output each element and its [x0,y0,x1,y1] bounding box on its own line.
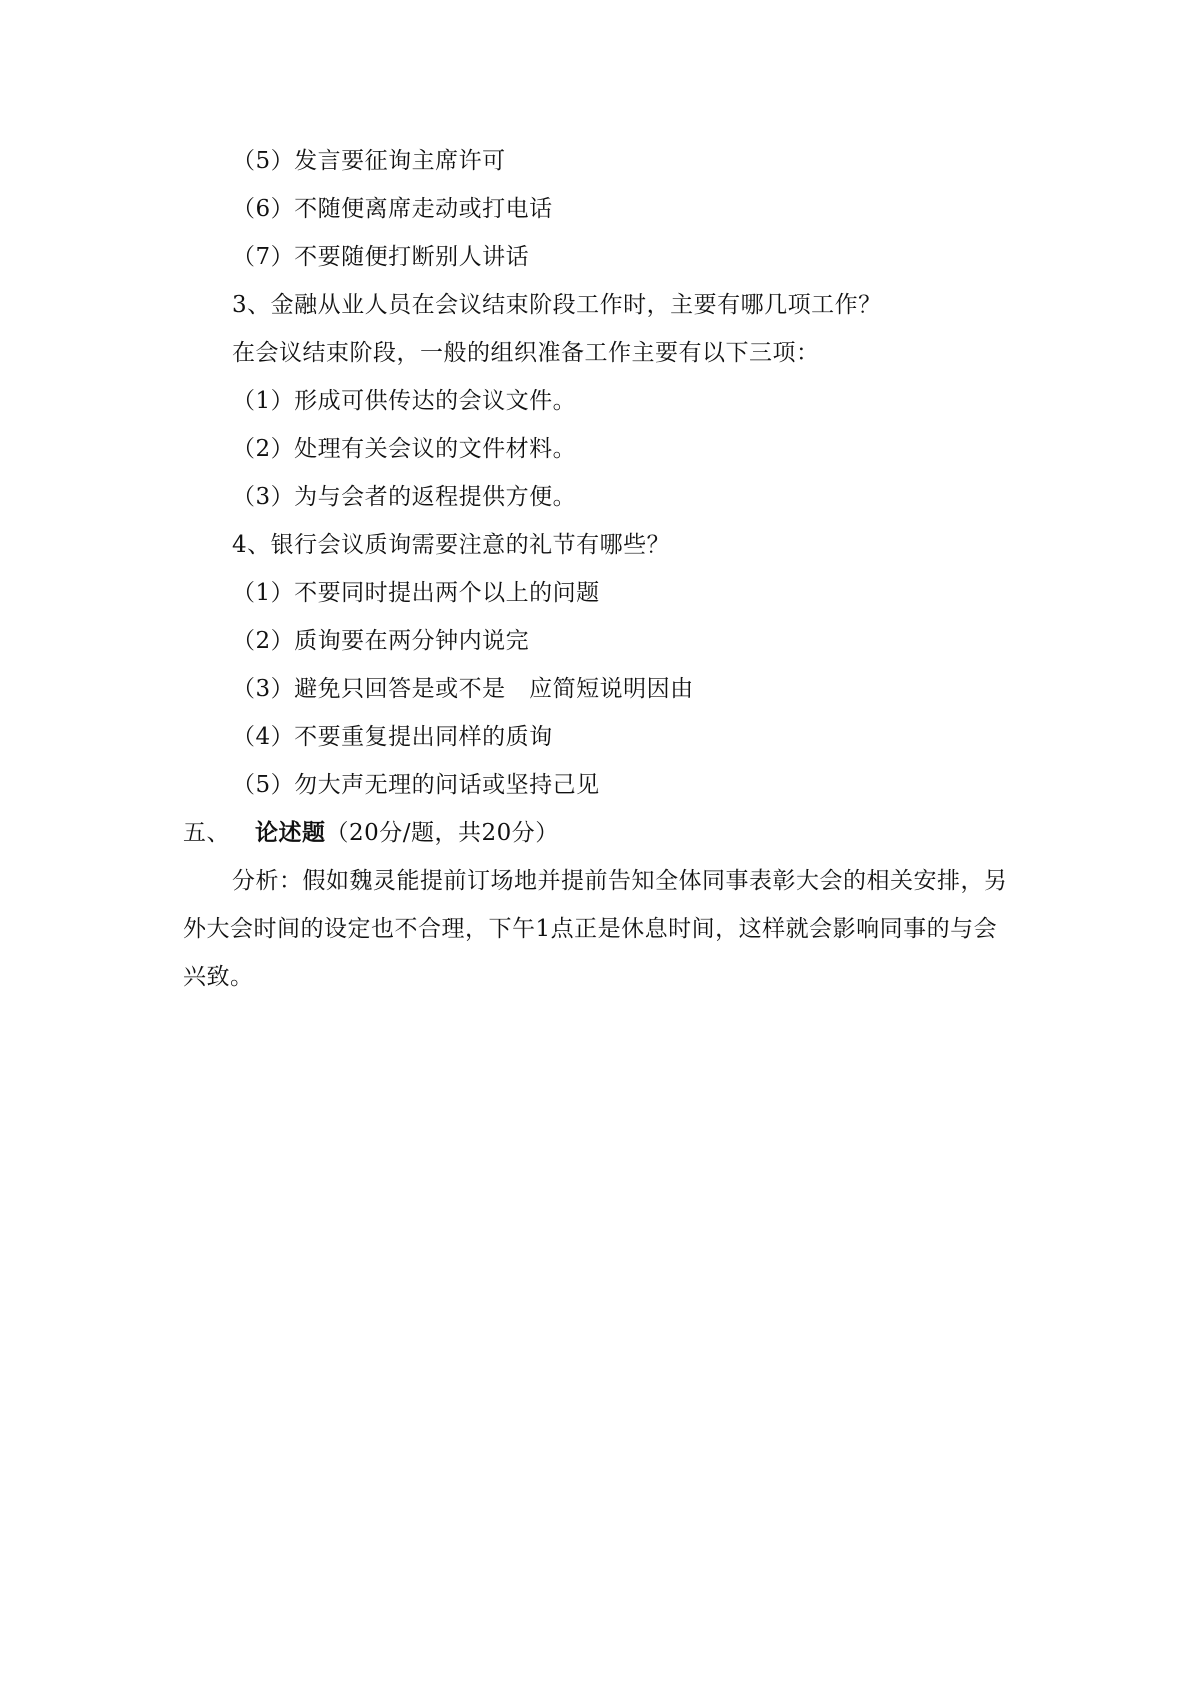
analysis-line: 兴致。 [183,964,254,990]
section-number: 五、 [183,820,230,846]
section-heading [255,818,559,848]
analysis-line: 分析：假如魏灵能提前订场地并提前告知全体同事表彰大会的相关安排，另 [232,868,1008,894]
list-item: （6）不随便离席走动或打电话 [232,196,553,222]
list-item: （1）形成可供传达的会议文件。 [232,388,577,414]
list-item: （1）不要同时提出两个以上的问题 [232,580,600,606]
list-item: （3）避免只回答是或不是 应简短说明因由 [232,676,694,702]
list-item: （3）为与会者的返程提供方便。 [232,484,577,510]
question-4: 4、银行会议质询需要注意的礼节有哪些？ [232,532,671,558]
answer-intro: 在会议结束阶段，一般的组织准备工作主要有以下三项： [232,340,820,366]
question-3: 3、金融从业人员在会议结束阶段工作时，主要有哪几项工作？ [232,292,882,318]
list-item: （5）发言要征询主席许可 [232,148,506,174]
list-item: （5）勿大声无理的问话或坚持己见 [232,772,600,798]
list-item: （2）质询要在两分钟内说完 [232,628,530,654]
list-item: （4）不要重复提出同样的质询 [232,724,553,750]
list-item: （2）处理有关会议的文件材料。 [232,436,577,462]
section-score-note: （20分/题，共20分） [325,820,559,846]
section-title: 论述题 [255,819,326,846]
list-item: （7）不要随便打断别人讲话 [232,244,530,270]
analysis-line: 外大会时间的设定也不合理，下午1点正是休息时间，这样就会影响同事的与会 [183,916,998,942]
